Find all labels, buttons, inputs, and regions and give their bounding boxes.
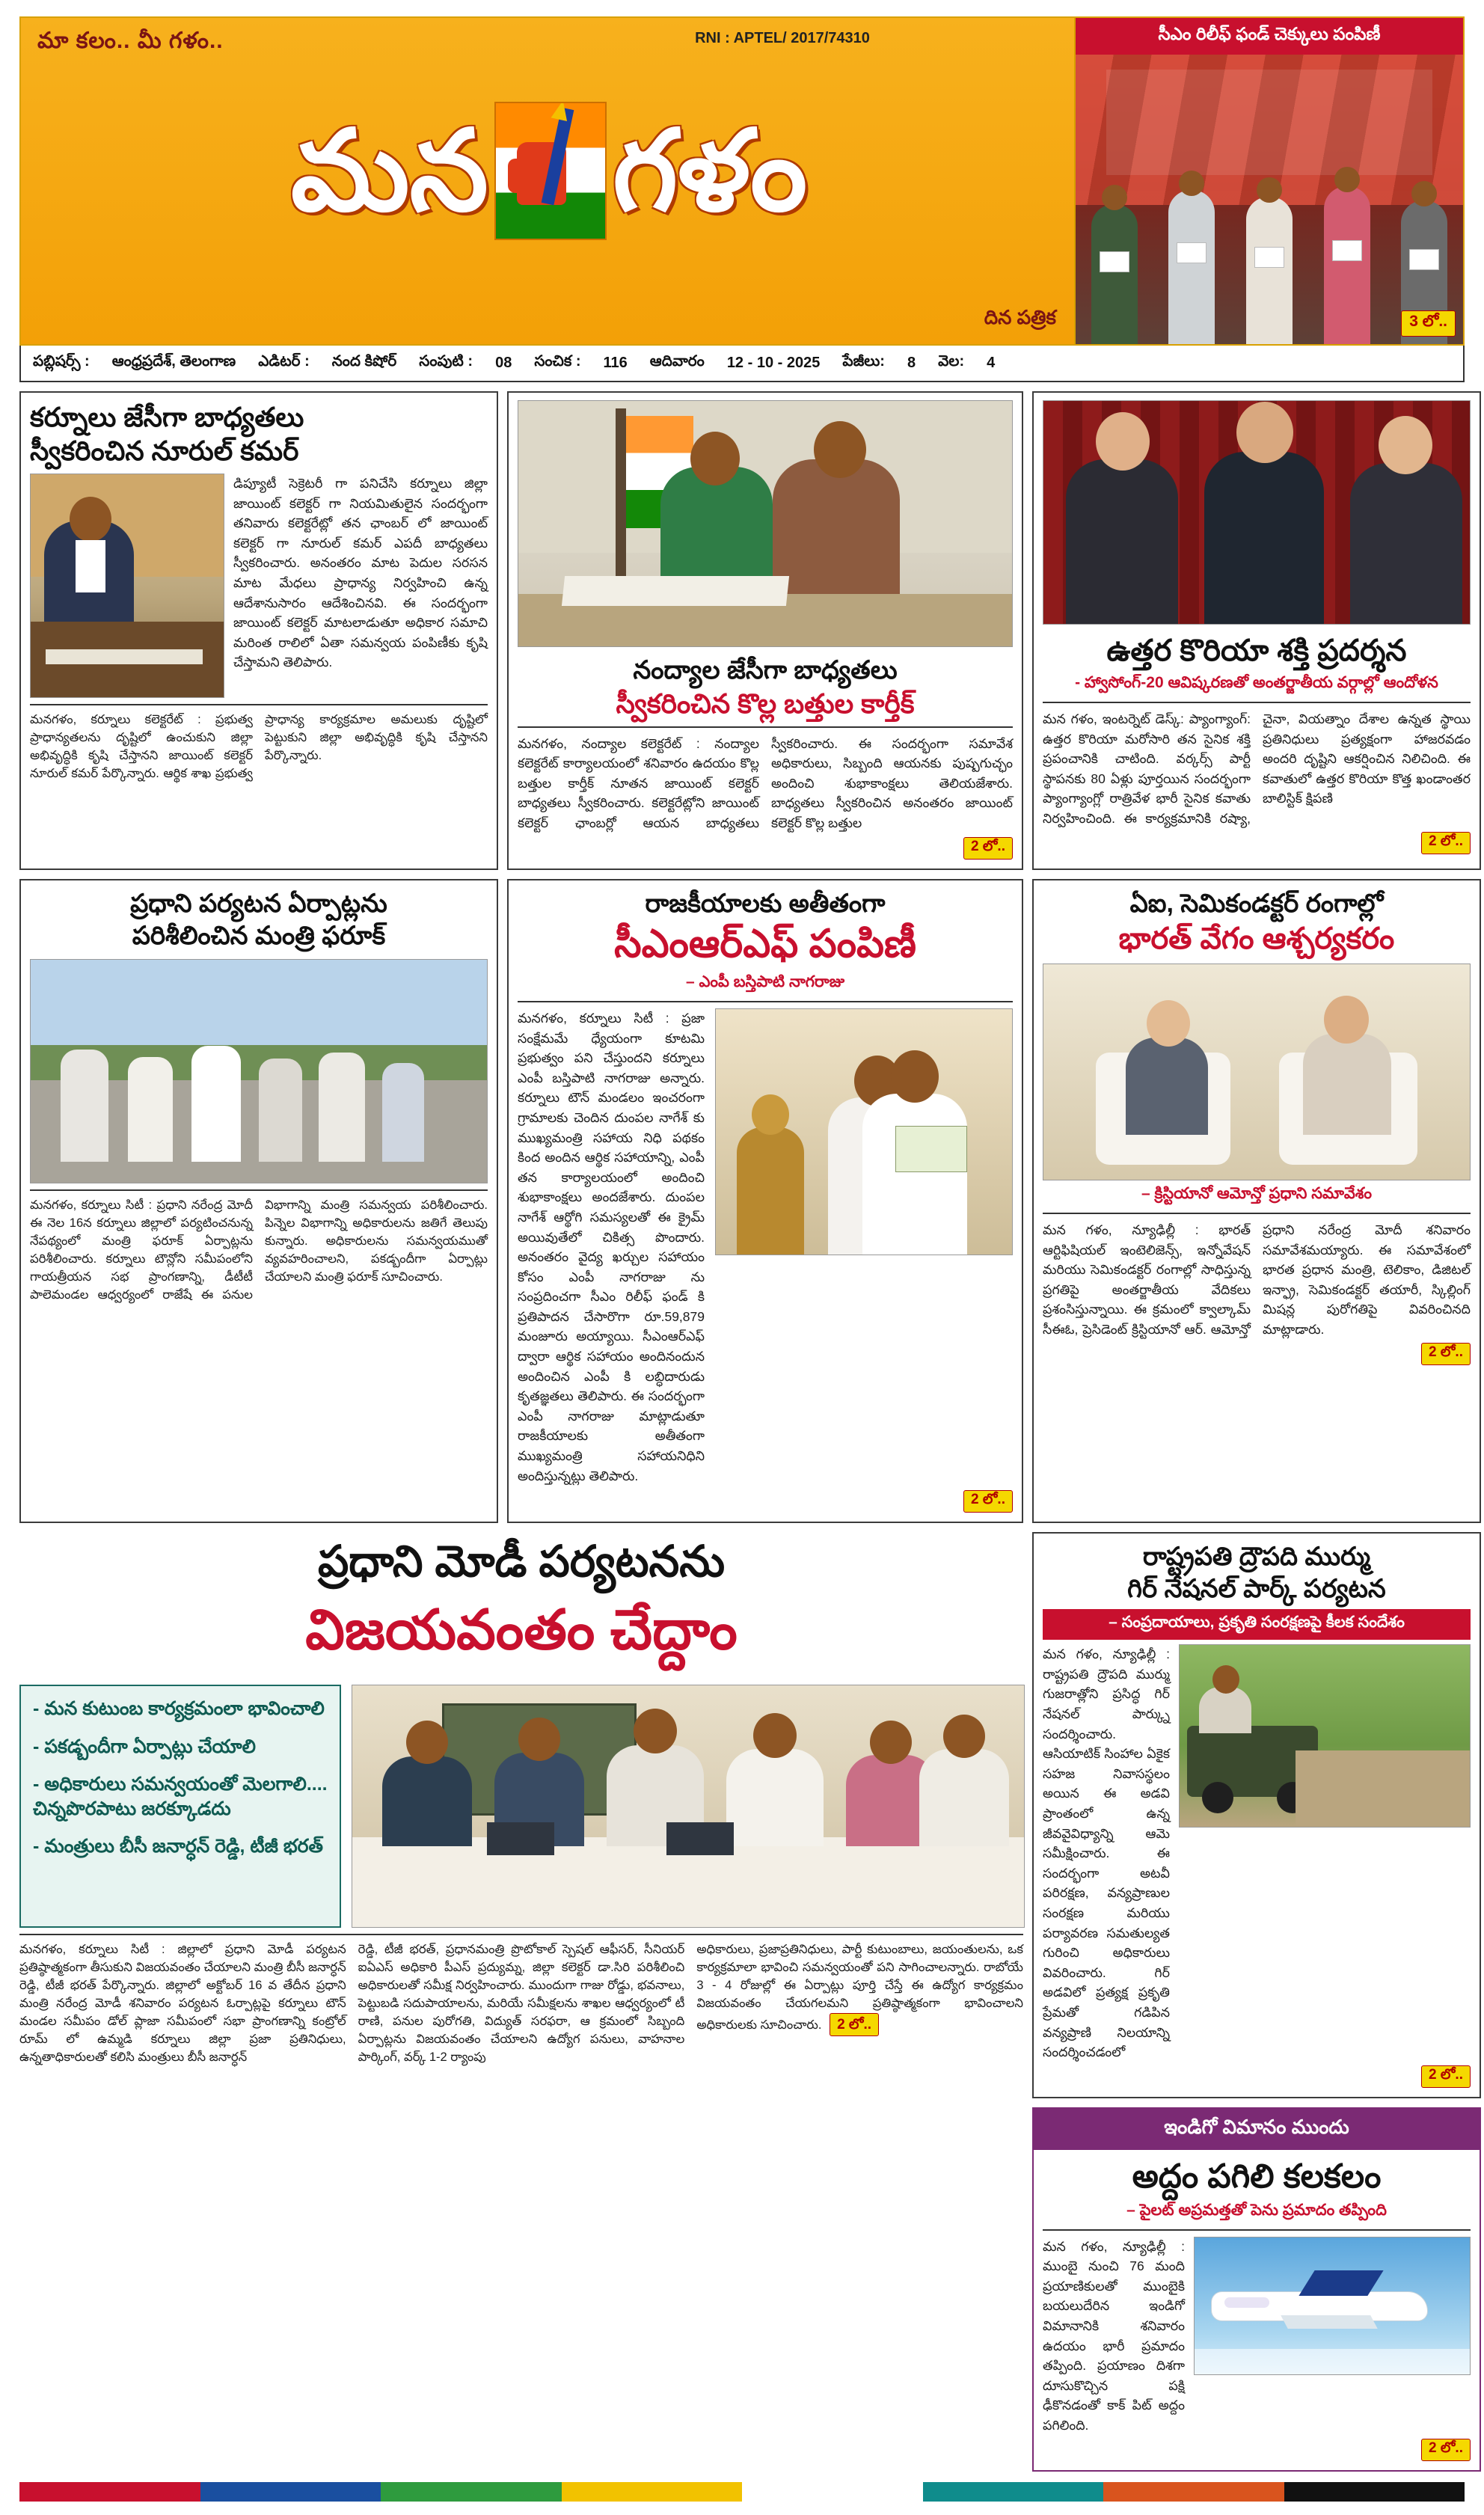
article-cmrf-distribution bbox=[507, 879, 1023, 1523]
editor-label: ఎడిటర్ : bbox=[258, 353, 310, 370]
indigo-headline-line2: అద్దం పగిలి కలకలం bbox=[1132, 2157, 1382, 2195]
farooq-caption: మనగళం, కర్నూలు సిటీ : ప్రధాని నరేంద్ర మోదీ ఈ నెల 16న కర్నూలు జిల్లాలో పర్యటించనున్న నేపథ్యంలో మంత్రి ఫరూక్ ఏర్పాట్లను పరిశీలించారు. కర్నూలు టౌన్లోని సమీపంలోని గాయత్రీయన సభ ప్రాంగణాన్ని, డీటీటీ పాలెమండల ఆధ్వర్యంలో రాజేషే ఈ పనుల విభాగాన్ని మంత్రి సమన్వయ పరిశీలించారు. పిన్నెల విభాగాన్ని అధికారులను జతిగే తెలుపు కున్నారు. అధికారులను సమన్వయముతో వ్యవహరించాలని, పకడ్బందీగా ఏర్పాట్లు చేయాలని మంత్రి ఫరూక్ సూచించారు. bbox=[30, 1198, 488, 1302]
ai-subhead: – క్రిస్టియానో ఆమోన్తో ప్రధాని సమావేశం bbox=[1141, 1184, 1373, 1202]
footer-swatch-teal bbox=[923, 2482, 1104, 2502]
info-bar bbox=[19, 346, 1465, 382]
masthead-promo[interactable] bbox=[1074, 18, 1463, 344]
korea-headline: ఉత్తర కొరియా శక్తి ప్రదర్శన bbox=[1106, 634, 1407, 667]
volume-label: సంపుటి : bbox=[419, 353, 473, 370]
article-minister-farooq bbox=[19, 879, 498, 1523]
publisher-label: పబ్లిషర్స్ : bbox=[33, 353, 90, 370]
publisher-value: ఆంధ్రప్రదేశ్, తెలంగాణ bbox=[111, 353, 236, 370]
article-modi-tour bbox=[19, 1532, 1023, 2471]
logo-word-left: మన bbox=[290, 108, 488, 233]
price-value: 4 bbox=[987, 355, 996, 371]
modi-banner-line1: ప్రధాని మోడీ పర్యటనను bbox=[317, 1537, 726, 1587]
modi-bullets bbox=[19, 1685, 341, 1928]
noorul-body: డిప్యూటీ సెక్రెటరీ గా పనిచేసి కర్నూలు జిల్లా జాయింట్ కలెక్టర్ గా నియమితులైన సందర్భంగా తనివారు కలెక్టరేట్లో తన ఛాంబర్ లో జాయింట్ కలెక్టర్ గా నూరుల్ కమర్ ఎపదీ బాధ్యతలు స్వీకరించారు. అనంతరం మాట పెదుల సరసన మాట మేధలు ప్రాధాన్య నిర్వహించి ఉన్న ఆదేశానుసారం ఆదేశించినవి. ఈ సందర్భంగా జాయింట్ కలెక్టర్ మాటలాడుతూ అధికార సమాచి మరింత రాలిలో ఏతా సమన్వయ పంపిణీకు కృషి చేస్తామని తెలిపారు. bbox=[233, 476, 488, 670]
ai-page-tag[interactable]: 2 లో.. bbox=[1421, 1343, 1471, 1365]
indigo-photo bbox=[1194, 2237, 1471, 2375]
farooq-photo bbox=[30, 959, 488, 1183]
article-nandyala-jc bbox=[507, 391, 1023, 870]
content-grid-row3 bbox=[19, 1532, 1465, 2471]
masthead bbox=[19, 16, 1465, 346]
nandyala-headline-line1: నంద్యాల జేసీగా బాధ్యతలు bbox=[633, 656, 898, 684]
indigo-subhead: – పైలట్ అప్రమత్తతో పెను ప్రమాదం తప్పింది bbox=[1126, 2201, 1387, 2219]
nandyala-headline-line2: స్వీకరించిన కొల్ల బత్తుల కార్తీక్ bbox=[616, 687, 915, 719]
content-grid-row2 bbox=[19, 879, 1471, 1523]
publication-date: 12 - 10 - 2025 bbox=[726, 355, 821, 371]
cmrf-body-left: మనగళం, కర్నూలు సిటీ : ప్రజా సంక్షేమమే ధ్యేయంగా కూటమి ప్రభుత్వం పని చేస్తుందని కర్నూలు ఎంపీ బస్తిపాటి నాగరాజు అన్నారు. కర్నూలు టౌన్ మండలం ఇంచరంగా గ్రామాలకు చెందిన దుంపల నాగేశ్ కు ముఖ్యమంత్రి సహాయ నిధి పథకం కింద అందిన ఆర్థిక సహాయాన్ని, ఎంపీ తన కార్యాలయంలో అందించి శుభాకాంక్షలు అందజేశారు. దుంపల నాగేశ్ ఆర్థోగి సమస్యలతో ఈ క్రైమ్ అయివుతేలో చికిత్స పొందారు. అనంతరం వైద్య ఖర్చుల సహాయం కోసం ఎంపీ నాగరాజు ను సంప్రదించగా సీఎం రిలీఫ్ ఫండ్ కి ప్రతిపాదన చేసారొగా రూ.59,879 మంజూరు అయ్యాయి. సీఎంఆర్ఎఫ్ ద్వారా ఆర్థిక సహాయం అందినందున అందించిన ఎంపీ కి లబ్ధిదారుడు కృతజ్ఞతలు తెలిపారు. ఈ సందర్భంగా ఎంపీ నాగరాజు మాట్లాడుతూ రాజకీయాలకు అతీతంగా ముఖ్యమంత్రి సహాయనిధిని అందిస్తున్నట్లు తెలిపారు. bbox=[518, 1010, 705, 1483]
volume-value: 08 bbox=[495, 355, 512, 371]
modi-page-tag[interactable]: 2 లో.. bbox=[830, 2013, 879, 2037]
content-grid-row1 bbox=[19, 391, 1471, 870]
korea-page-tag[interactable]: 2 లో.. bbox=[1421, 832, 1471, 854]
ai-headline-line2: భారత్ వేగం ఆశ్చర్యకరం bbox=[1118, 922, 1395, 955]
modi-body-right-text: అధికారులు, ప్రజాప్రతినిధులు, పార్టీ కుటుంబాలు, జయంతులను, ఒక కార్యక్రమాలా భావించి సమన్వయంతో పని సాగించాలన్నారు. రాబోయే 3 - 4 రోజుల్లో ఈ ఏర్పాట్లు పూర్తి చేస్తే ఈ ఉద్యోగ కార్యక్రమం విజయవంతం చేయగలమని ప్రతిష్ఠాత్మకంగా భావించాలని అధికారులకు సూచించారు. bbox=[696, 1943, 1023, 2032]
indigo-page-tag[interactable]: 2 లో.. bbox=[1421, 2439, 1471, 2461]
nandyala-page-tag[interactable]: 2 లో.. bbox=[963, 837, 1013, 860]
modi-bullet-0: - మన కుటుంబ కార్యక్రమంలా భావించాలి bbox=[33, 1698, 325, 1720]
modi-body-mid: రెడ్డి, టీజీ భరత్, ప్రధానమంత్రి ప్రొటోకాల్ స్పెషల్ ఆఫీసర్, సీనియర్ ఐఏఎస్ అధికారి పీఎస్ ప్రద్యుమ్న, జిల్లా కలెక్టర్ డా.సిరి పరిశీలించి అధికారులతో సమీక్ష నిర్వహించారు. ముందుగా గాజు రోడ్డు, భవనాలు, పెట్టుబడి సదుపాయాలను, మరియే సమీక్షలను శాఖల ఆధ్వర్యంలో టీ రాణి, పనుల పురోగతి, విద్యుత్ సరఫరా, ఆ క్రమంలో సిబ్బంది ఏర్పాట్లను విజయవంతం చేయాలని ఉద్యోగ పనులు, వాహనాల పార్కింగ్, వర్క్ 1-2 ర్యాంపు bbox=[358, 1943, 685, 2064]
footer-swatch-yellow bbox=[562, 2482, 743, 2502]
noorul-caption: మనగళం, కర్నూలు కలెక్టరేట్ : ప్రభుత్వ ప్రాధాన్యతలను దృష్టిలో ఉంచుకుని జిల్లా అభివృద్ధికి కృషి చేస్తానని జాయింట్ కలెక్టర్ నూరుల్ కమర్ పేర్కొన్నారు. ఆర్థిక శాఖ ప్రభుత్వ ప్రాధాన్య కార్యక్రమాల అమలుకు దృష్టిలో పెట్టుకుని జిల్లా అభివృద్ధికి కృషి చేస్తానని పేర్కొన్నారు. bbox=[30, 713, 488, 780]
editor-value: నంద కిషోర్ bbox=[331, 353, 397, 370]
cmrf-headline: సీఎంఆర్ఎఫ్ పంపిణీ bbox=[614, 922, 916, 966]
noorul-headline-line2: స్వీకరించిన నూరుల్ కమర్ bbox=[30, 435, 299, 466]
article-ai-semiconductor bbox=[1032, 879, 1481, 1523]
modi-body-left: మనగళం, కర్నూలు సిటీ : జిల్లాలో ప్రధాని మోడీ పర్యటన ప్రతిష్ఠాత్మకంగా తీసుకుని విజయవంతం చేయాలని మంత్రి బీసీ జనార్ధన్ రెడ్డి, టీజీ భరత్ పేర్కొన్నారు. జిల్లాలో అక్టోబర్ 16 వ తేదీన ప్రధాని మంత్రి నరేంద్ర మోడీ శనివారం పర్యటన ఓర్పాట్లపై కర్నూలు టౌన్ మండల సమీపం డోల్ ప్లాజా సమీపంలో సభా ప్రాంగణాన్ని కంట్రోల్ రూమ్ లో ఉమ్మడి కర్నూలు జిల్లా ప్రజా ప్రతినిధులు, ఉన్నతాధికారులతో కలిసి మంత్రులు బీసీ జనార్ధన్ bbox=[19, 1943, 346, 2064]
president-headline-line1: రాష్ట్రపతి ద్రౌపది ముర్ము bbox=[1142, 1543, 1371, 1572]
ai-photo bbox=[1043, 964, 1471, 1180]
modi-banner bbox=[19, 1532, 1023, 1677]
modi-bullet-2: - అధికారులు సమన్వయంతో మెలగాలి.... చిన్నపొరపాటు జరక్కూడదు bbox=[33, 1774, 328, 1819]
modi-banner-line2: విజయవంతం చేద్దాం bbox=[305, 1599, 738, 1661]
noorul-photo bbox=[30, 474, 224, 698]
president-subhead: – సంప్రదాయాలు, ప్రకృతి సంరక్షణపై కీలక సందేశం bbox=[1043, 1609, 1471, 1640]
indigo-body: మన గళం, న్యూఢిల్లీ : ముంబై నుంచి 76 మంది ప్రయాణికులతో ముంబైకి బయలుదేరిన ఇండిగో విమానానికి శనివారం ఉదయం భారీ ప్రమాదం తప్పింది. ప్రయాణం దిశగా దూసుకొచ్చిన పక్షి ఢీకొనడంతో కాక్ పిట్ అద్దం పగిలింది. bbox=[1043, 2238, 1185, 2433]
noorul-headline-line1: కర్నూలు జేసీగా బాధ్యతలు bbox=[30, 402, 304, 432]
modi-bullet-3: - మంత్రులు బీసీ జనార్ధన్ రెడ్డి, టీజీ భరత్ bbox=[33, 1836, 323, 1857]
article-noorul-kamar bbox=[19, 391, 498, 870]
korea-subhead: - హ్వాసోంగ్-20 ఆవిష్కరణతో అంతర్జాతీయ వర్గాల్లో ఆందోళన bbox=[1075, 674, 1438, 691]
cmrf-photo bbox=[715, 1008, 1013, 1255]
korea-body: మన గళం, ఇంటర్నెట్ డెస్క్: ప్యాంగ్యాంగ్: ఉత్తర కొరియా మరోసారి తన సైనిక శక్తి ప్రపంచానికి చాటింది. వర్కర్స్ పార్టీ స్థాపనకు 80 ఏళ్లు పూర్తయిన సందర్భంగా ప్యాంగ్యాంగ్లో రాత్రివేళ భారీ సైనిక కవాతు నిర్వహించింది. ఈ కార్యక్రమానికి రష్యా, చైనా, వియత్నాం దేశాల ఉన్నత స్థాయి ప్రతినిధులు ప్రత్యక్షంగా హాజరవడం అందరి దృష్టిని ఆకర్షించిన నిలిచింది. ఈ కవాతులో ఉత్తర కొరియా కొత్త ఖండాంతర బాలిస్టిక్ క్షిపణి bbox=[1043, 711, 1471, 826]
price-label: వెల: bbox=[938, 353, 965, 370]
footer-swatch-green bbox=[381, 2482, 562, 2502]
right-column-row3 bbox=[1032, 1532, 1481, 2471]
president-page-tag[interactable]: 2 లో.. bbox=[1421, 2065, 1471, 2088]
korea-photo bbox=[1043, 400, 1471, 625]
rni-number: RNI : APTEL/ 2017/74310 bbox=[695, 30, 870, 46]
issue-value: 116 bbox=[603, 355, 628, 371]
masthead-left bbox=[21, 18, 1074, 344]
nandyala-photo bbox=[518, 400, 1013, 647]
president-body: మన గళం, న్యూఢిల్లీ : రాష్ట్రపతి ద్రౌపది ముర్ము గుజరాత్లోని ప్రసిద్ధ గిర్ నేషనల్ పార్క్ను సందర్శించారు. ఆసియాటిక్ సింహాల ఏకైక సహజ నివాసస్థలం అయిన ఈ అడవి ప్రాంతంలో ఉన్న జీవవైవిధ్యాన్ని ఆమె సమీక్షించారు. ఈ సందర్భంగా అటవీ పరిరక్షణ, వన్యప్రాణుల సంరక్షణ మరియు పర్యావరణ సమతుల్యత గురించి అధికారులు వివరించారు. గిర్ అడవిలో ప్రత్యక్ష ప్రకృతి ప్రేమతో గడిపిన వన్యప్రాణి నిలయాన్ని సందర్శించడంలో bbox=[1043, 1646, 1170, 2060]
footer-color-bar bbox=[19, 2482, 1465, 2502]
modi-review-photo bbox=[352, 1685, 1025, 1928]
logo bbox=[37, 62, 1061, 279]
footer-swatch-orange bbox=[1103, 2482, 1284, 2502]
issue-label: సంచిక : bbox=[534, 353, 581, 370]
article-president-gir bbox=[1032, 1532, 1481, 2098]
footer-swatch-red bbox=[19, 2482, 200, 2502]
cmrf-kicker: రాజకీయాలకు అతీతంగా bbox=[645, 889, 886, 919]
cmrf-subhead: – ఎంపీ బస్తిపాటి నాగరాజు bbox=[685, 972, 845, 990]
farooq-headline-line1: ప్రధాని పర్యటన ఏర్పాట్లను bbox=[130, 889, 387, 919]
article-north-korea bbox=[1032, 391, 1481, 870]
president-headline-line2: గిర్ నేషనల్ పార్క్ పర్యటన bbox=[1127, 1574, 1386, 1603]
ai-body: మన గళం, న్యూఢిల్లీ : భారత్ ఆర్టిఫిషియల్ ఇంటెలిజెన్స్, ఇన్నోవేషన్ మరియు సెమికండక్టర్ రంగాల్లో సాధిస్తున్న ప్రగతిపై అంతర్జాతీయ వేదికలు ప్రశంసిస్తున్నాయి. ఈ క్రమంలో క్వాల్కామ్ సీఈఓ, ప్రెసిడెంట్ క్రిస్టియానో ఆర్. ఆమోన్తో ప్రధాని నరేంద్ర మోదీ శనివారం సమావేశమయ్యారు. ఈ సమావేశంలో భారత ప్రధాన మంత్రి, టెలికాం, డిజిటల్ ఇన్ఫ్రా, సెమికండక్టర్ తయారీ, స్కిల్లింగ్ మిషన్ల పురోగతిపై వివరించినది మాట్లాడారు. bbox=[1043, 1222, 1471, 1337]
article-indigo-windshield bbox=[1032, 2107, 1481, 2472]
logo-word-right: గళం bbox=[612, 108, 808, 233]
footer-swatch-blue bbox=[200, 2482, 381, 2502]
promo-page-tag[interactable]: 3 లో.. bbox=[1401, 310, 1456, 337]
farooq-headline-line2: పరిశీలించిన మంత్రి ఫరూక్ bbox=[132, 921, 386, 950]
day-of-week: ఆదివారం bbox=[649, 353, 705, 370]
ai-headline-line1: ఏఐ, సెమికండక్టర్ రంగాల్లో bbox=[1129, 889, 1384, 919]
dina-patrika-label: దిన పత్రిక bbox=[984, 306, 1056, 328]
indigo-headline-line1: ఇండిగో విమానం ముందు bbox=[1034, 2109, 1480, 2150]
nandyala-body: మనగళం, నంద్యాల కలెక్టరేట్ : నంద్యాల కలెక్టరేట్ కార్యాలయంలో శనివారం ఉదయం కొల్ల బత్తుల కార్తీక్ నూతన జాయింట్ కలెక్టర్ బాధ్యతలు స్వీకరించారు. కలెక్టరేట్లోని జాయింట్ కలెక్టర్ ఛాంబర్లో ఆయన బాధ్యతలు స్వీకరించారు. ఈ సందర్భంగా సమావేశ అధికారులు, సిబ్బంది ఆయనకు పుష్పగుచ్ఛం అందించి శుభాకాంక్షలు తెలియజేశారు. బాధ్యతలు స్వీకరించిన అనంతరం జాయింట్ కలెక్టర్ కొల్ల బత్తుల bbox=[518, 735, 1013, 830]
president-photo bbox=[1179, 1644, 1471, 1828]
fist-pen-emblem-icon bbox=[494, 102, 607, 240]
pages-label: పేజీలు: bbox=[842, 353, 885, 370]
modi-bullet-1: - పకడ్బందీగా ఏర్పాట్లు చేయాలి bbox=[33, 1736, 256, 1757]
tagline: మా కలం.. మీ గళం.. bbox=[37, 28, 224, 53]
pages-value: 8 bbox=[907, 355, 916, 371]
modi-body-right bbox=[696, 1941, 1023, 2066]
promo-headline: సీఎం రిలీఫ్ ఫండ్ చెక్కులు పంపిణీ bbox=[1076, 18, 1463, 55]
promo-photo bbox=[1076, 55, 1463, 344]
footer-swatch-white bbox=[742, 2482, 923, 2502]
footer-swatch-black bbox=[1284, 2482, 1465, 2502]
cmrf-page-tag[interactable]: 2 లో.. bbox=[963, 1490, 1013, 1513]
